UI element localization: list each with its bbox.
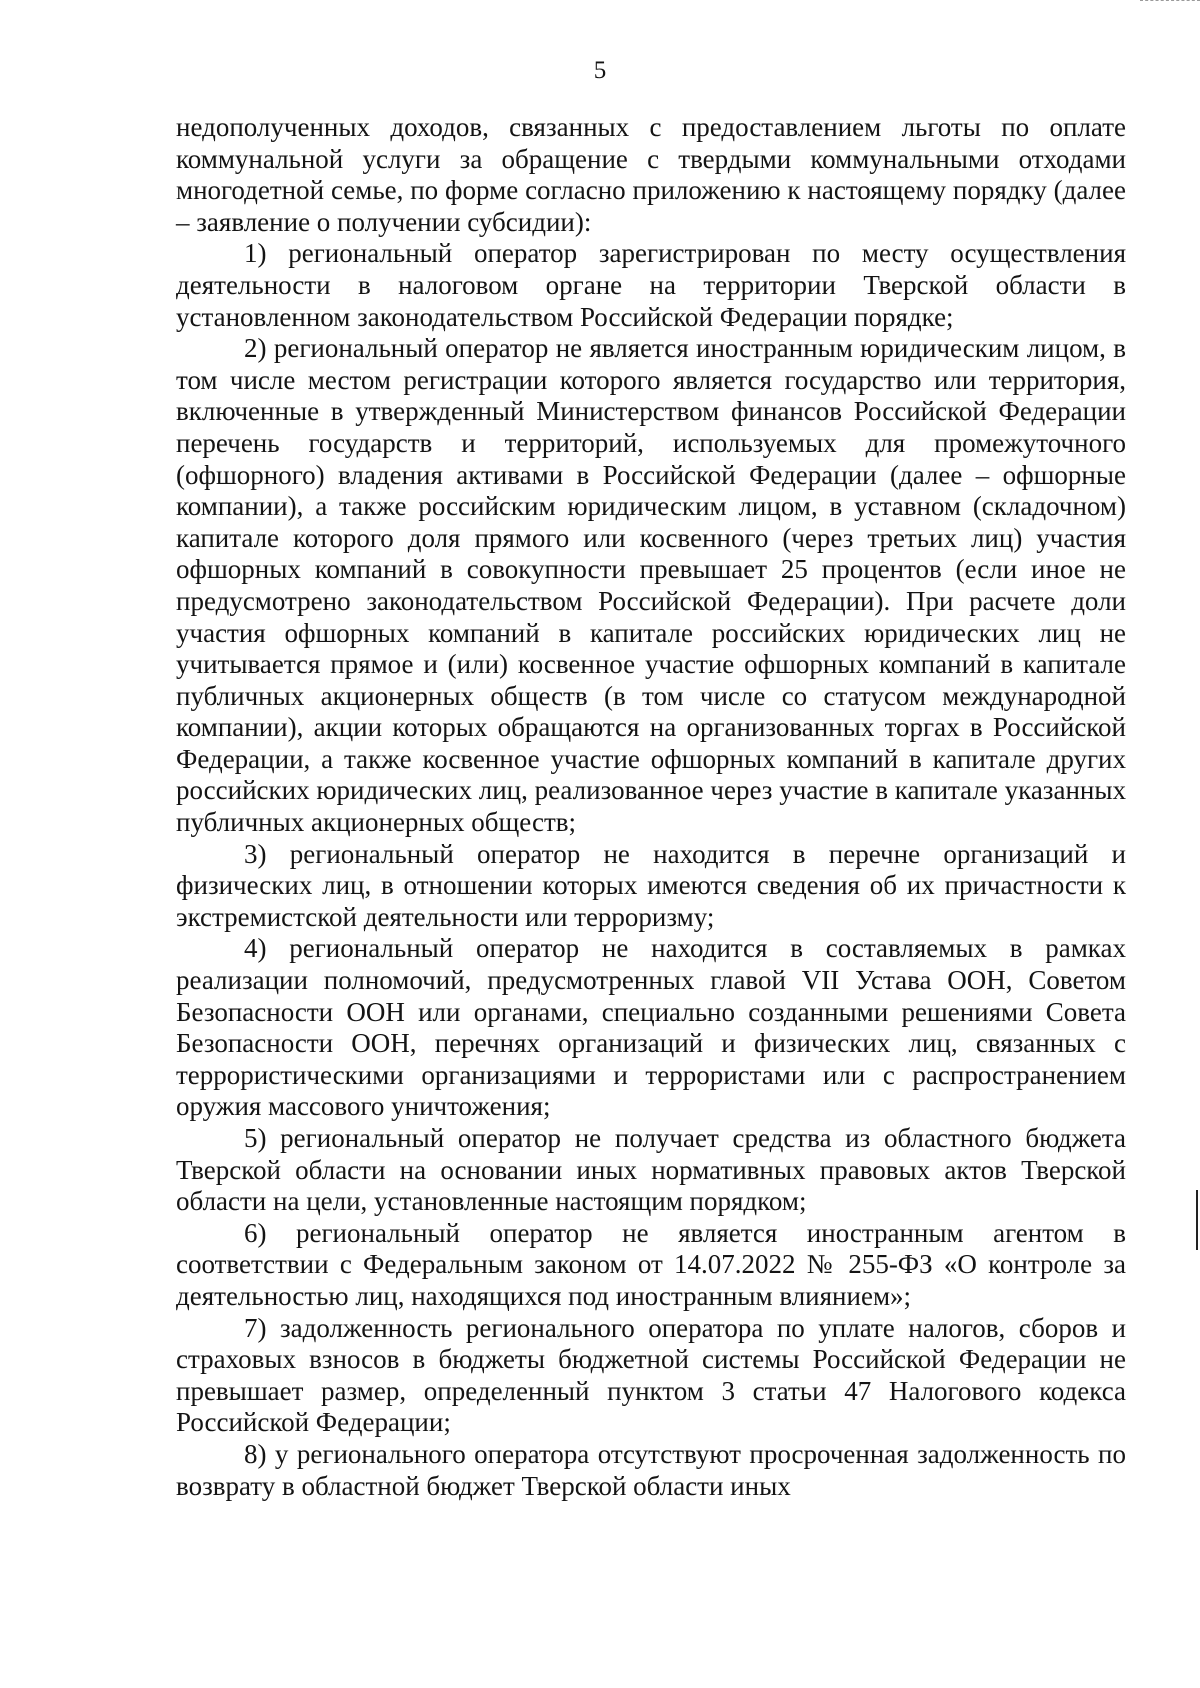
document-body (176, 112, 1126, 1502)
list-item-3: 3) региональный оператор не находится в перечне организаций и физических лиц, в отношении которых имеются сведения об их причастности к экстремистской деятельности или терроризму; (176, 838, 1126, 932)
scan-artifact (1140, 0, 1200, 4)
list-item-4: 4) региональный оператор не находится в составляемых в рамках реализации полномочий, предусмотренных главой VII Устава ООН, Советом Безопасности ООН или органами, специально созданными решениями Совета Безопасности ООН, перечнях организаций и физических лиц, связанных с террористическими организациями и террористами или с распространением оружия массового уничтожения; (176, 933, 1126, 1122)
paragraph-continuation: недополученных доходов, связанных с предоставлением льготы по оплате коммунальной услуги за обращение с твердыми коммунальными отходами многодетной семье, по форме согласно приложению к настоящему порядку (далее – заявление о получении субсидии): (176, 112, 1126, 237)
list-item-5: 5) региональный оператор не получает средства из областного бюджета Тверской области на основании иных нормативных правовых актов Тверской области на цели, установленные настоящим порядком; (176, 1123, 1126, 1217)
scan-edge-mark (1196, 1190, 1198, 1250)
list-item-1: 1) региональный оператор зарегистрирован по месту осуществления деятельности в налоговом органе на территории Тверской области в установленном законодательством Российской Федерации порядке; (176, 238, 1126, 332)
page-number: 5 (593, 57, 607, 84)
list-item-7: 7) задолженность регионального оператора по уплате налогов, сборов и страховых взносов в бюджеты бюджетной системы Российской Федерации не превышает размер, определенный пунктом 3 статьи 47 Налогового кодекса Российской Федерации; (176, 1312, 1126, 1438)
list-item-6: 6) региональный оператор не является иностранным агентом в соответствии с Федеральным законом от 14.07.2022 № 255-ФЗ «О контроле за деятельностью лиц, находящихся под иностранным влиянием»; (176, 1217, 1126, 1311)
list-item-8: 8) у регионального оператора отсутствуют просроченная задолженность по возврату в областной бюджет Тверской области иных (176, 1438, 1126, 1501)
list-item-2: 2) региональный оператор не является иностранным юридическим лицом, в том числе местом регистрации которого является государство или территория, включенные в утвержденный Министерством финансов Российской Федерации перечень государств и территорий, используемых для промежуточного (офшорного) владения активами в Российской Федерации (далее – офшорные компании), а также российским юридическим лицом, в уставном (складочном) капитале которого доля прямого или косвенного (через третьих лиц) участия офшорных компаний в совокупности превышает 25 процентов (если иное не предусмотрено законодательством Российской Федерации). При расчете доли участия офшорных компаний в капитале российских юридических лиц не учитывается прямое и (или) косвенное участие офшорных компаний в капитале публичных акционерных обществ (в том числе со статусом международной компании), акции которых обращаются на организованных торгах в Российской Федерации, а также косвенное участие офшорных компаний в капитале других российских юридических лиц, реализованное через участие в капитале указанных публичных акционерных обществ; (176, 333, 1126, 838)
